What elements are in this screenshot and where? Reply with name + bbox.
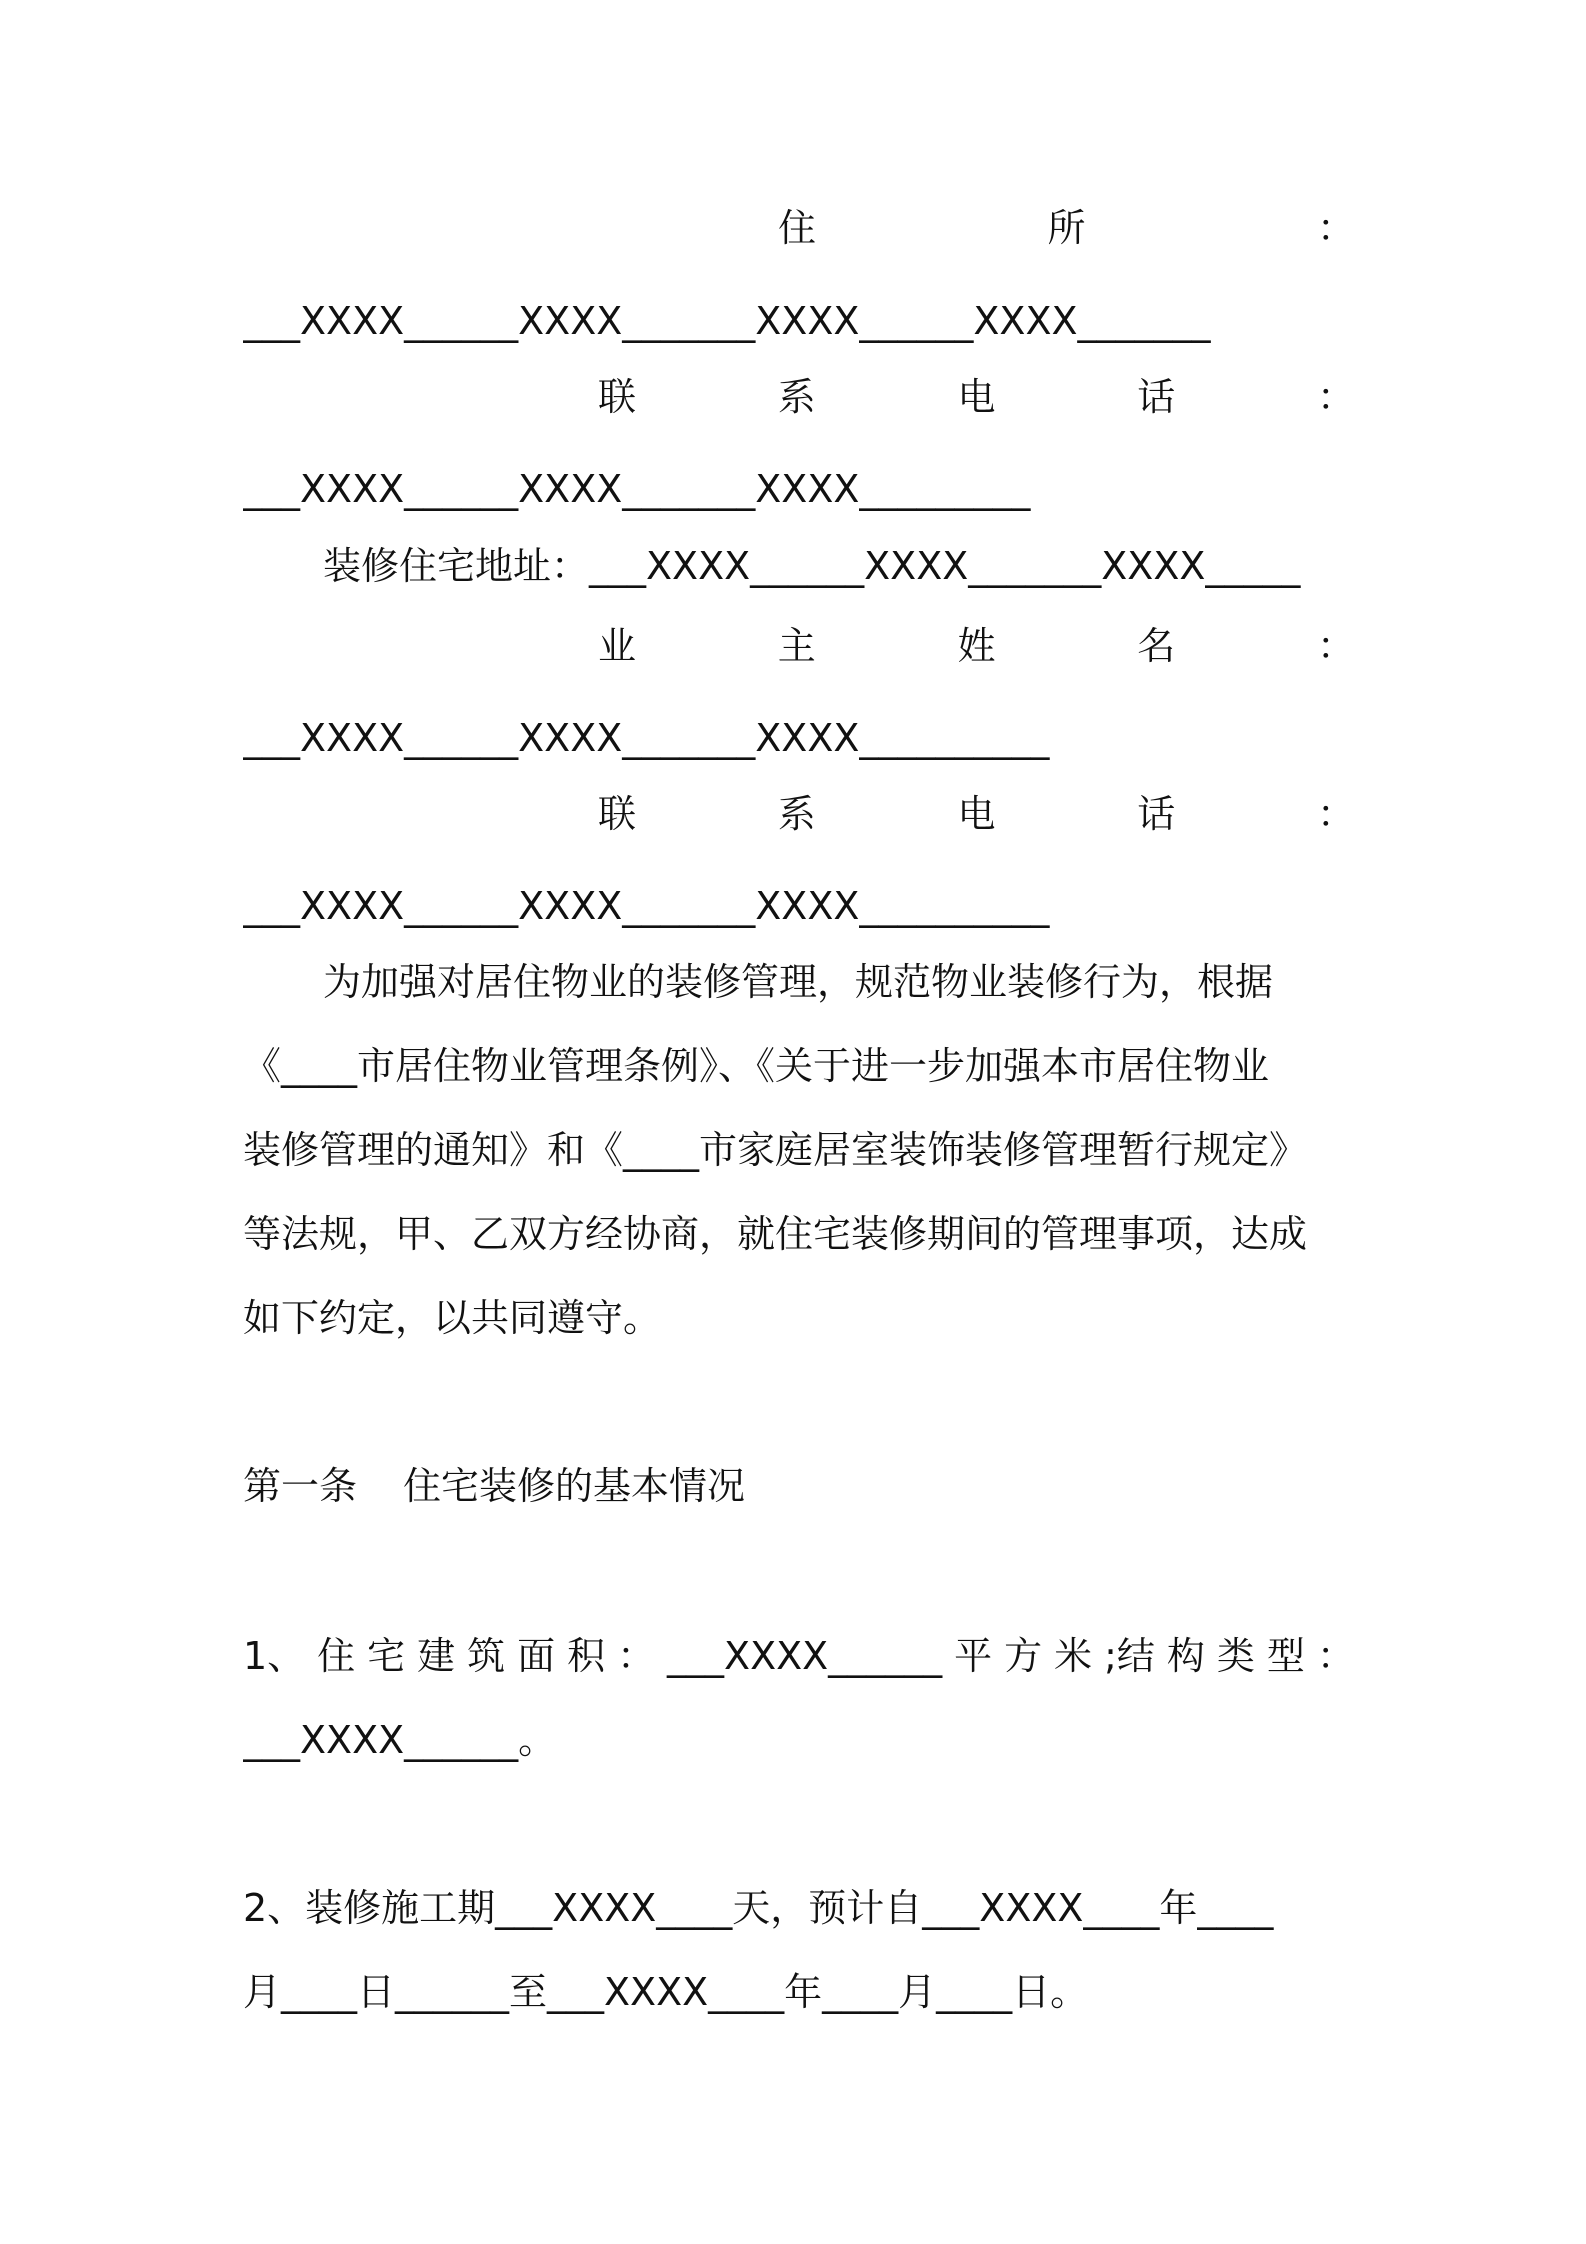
label-char: ： — [1316, 624, 1355, 668]
residence-label-row — [243, 197, 1355, 259]
text-segment: 积 — [567, 1634, 606, 1678]
phone-label-row-2 — [243, 783, 1355, 845]
text-segment: 类 — [1216, 1634, 1255, 1678]
intro-line: 装修管理的通知》和《____市家庭居室装饰装修管理暂行规定》 — [243, 1128, 1308, 1172]
label-char: 业 — [598, 624, 637, 668]
text-segment: 面 — [517, 1634, 556, 1678]
text-segment: 宅 — [367, 1634, 406, 1678]
text-segment: 方 — [1004, 1634, 1043, 1678]
phone-value-1: ___XXXX______XXXX_______XXXX_________ — [243, 467, 1031, 511]
text-segment: 构 — [1166, 1634, 1205, 1678]
renovation-address: 装修住宅地址：___XXXX______XXXX_______XXXX_____ — [323, 544, 1301, 588]
text-segment: 建 — [417, 1634, 456, 1678]
residence-value: ___XXXX______XXXX_______XXXX______XXXX_______ — [243, 299, 1211, 343]
article-1-item-1-line-1 — [243, 1625, 1355, 1687]
label-char: 系 — [777, 375, 816, 419]
article-1-heading — [243, 1455, 1355, 1517]
text-segment: 筑 — [467, 1634, 506, 1678]
article-1-item-1-line-2: ___XXXX______。 — [243, 1718, 557, 1762]
owner-name-value: ___XXXX______XXXX_______XXXX__________ — [243, 716, 1050, 760]
text-segment: ： — [1316, 1634, 1355, 1678]
article-1-item-2-line-2: 月____日______至___XXXX____年____月____日。 — [243, 1970, 1089, 2014]
text-segment: ___XXXX______ — [667, 1634, 943, 1678]
label-char: ： — [1316, 792, 1355, 836]
text-segment: 住 — [317, 1634, 356, 1678]
article-number: 第一条 — [243, 1464, 358, 1508]
label-char: ： — [1316, 206, 1355, 250]
owner-name-label-row — [243, 615, 1355, 677]
label-char: 系 — [777, 792, 816, 836]
label-char: 话 — [1137, 375, 1176, 419]
label-char: 联 — [598, 792, 637, 836]
article-1-item-2-line-1: 2、装修施工期___XXXX____天，预计自___XXXX____年____ — [243, 1886, 1274, 1930]
text-segment: ;结 — [1104, 1634, 1155, 1678]
intro-line: 《____市居住物业管理条例》、《关于进一步加强本市居住物业 — [243, 1044, 1270, 1088]
label-char: 电 — [957, 375, 996, 419]
label-char: 话 — [1137, 792, 1176, 836]
label-char: 名 — [1137, 624, 1176, 668]
intro-line: 等法规，甲、乙双方经协商，就住宅装修期间的管理事项，达成 — [243, 1212, 1308, 1256]
label-char: 主 — [777, 624, 816, 668]
text-segment: 型 — [1266, 1634, 1305, 1678]
label-char: 联 — [598, 375, 637, 419]
intro-line: 为加强对居住物业的装修管理，规范物业装修行为，根据 — [323, 960, 1274, 1004]
text-segment: ： — [617, 1634, 656, 1678]
article-title: 住宅装修的基本情况 — [403, 1464, 746, 1508]
intro-line: 如下约定，以共同遵守。 — [243, 1296, 662, 1340]
label-char: 住 — [778, 206, 817, 250]
label-char: ： — [1316, 375, 1355, 419]
text-segment: 平 — [954, 1634, 993, 1678]
label-char: 姓 — [957, 624, 996, 668]
text-segment: 米 — [1054, 1634, 1093, 1678]
label-char: 所 — [1047, 206, 1086, 250]
phone-value-2: ___XXXX______XXXX_______XXXX__________ — [243, 884, 1050, 928]
label-char: 电 — [957, 792, 996, 836]
text-segment: 1、 — [243, 1634, 306, 1678]
phone-label-row-1 — [243, 366, 1355, 428]
